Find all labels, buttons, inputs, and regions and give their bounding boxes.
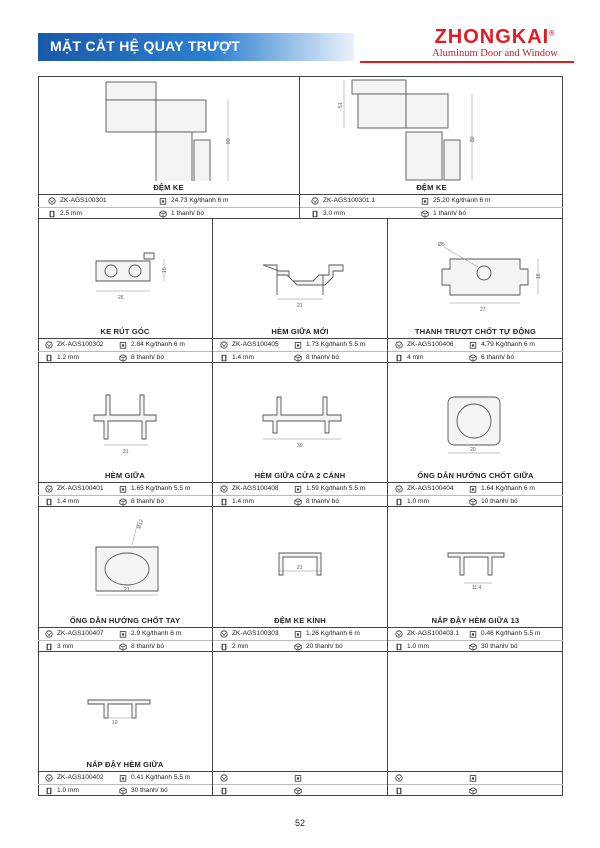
pack-icon (119, 354, 127, 362)
svg-text:80: 80 (470, 136, 476, 142)
thickness-icon (220, 498, 228, 506)
thickness-icon (45, 354, 53, 362)
spec-table (38, 771, 212, 795)
profile-drawing (213, 507, 388, 614)
svg-text:16: 16 (536, 273, 542, 279)
product-name: HÈM GIỮA (105, 471, 145, 480)
weight-icon (469, 341, 477, 349)
code-icon (220, 774, 228, 782)
code-value: ZK-AGS100401 (57, 485, 104, 492)
thickness-value: 1.0 mm (407, 498, 429, 505)
spec-row (38, 495, 212, 507)
weight-icon (294, 341, 302, 349)
spec-table (38, 482, 212, 506)
pack-value: 8 thanh/ bó (131, 498, 164, 505)
pack-icon (119, 643, 127, 651)
pack-icon (294, 787, 302, 795)
weight-value: 0.46 Kg/thanh 5.5 m (481, 630, 541, 637)
svg-text:20: 20 (470, 447, 476, 453)
spec-row (38, 772, 212, 784)
page-number: 52 (294, 818, 305, 828)
spec-row (213, 628, 387, 640)
pack-value: 30 thanh/ bó (131, 787, 168, 794)
code-icon (45, 774, 53, 782)
weight-value: 1.65 Kg/thanh 5.5 m (131, 485, 191, 492)
code-value: ZK-AGS100408 (232, 485, 279, 492)
brand-reg: ® (549, 30, 556, 38)
product-cell (213, 363, 388, 507)
thickness-value: 1.4 mm (232, 498, 254, 505)
spec-row (388, 495, 563, 507)
code-value: ZK-AGS100303 (232, 630, 279, 637)
spec-row (38, 784, 212, 796)
spec-row (300, 207, 563, 219)
profile-drawing (388, 507, 563, 614)
weight-value: 4.79 Kg/thanh 6 m (481, 341, 535, 348)
profile-drawing (388, 363, 563, 469)
thickness-value: 1.0 mm (57, 787, 79, 794)
code-icon (48, 197, 56, 205)
weight-icon (469, 630, 477, 638)
product-cell (388, 363, 563, 507)
code-value: ZK-AGS100407 (57, 630, 104, 637)
spec-row (38, 351, 212, 363)
profile-drawing (388, 652, 563, 758)
weight-icon (119, 774, 127, 782)
brand-logo (420, 26, 570, 59)
thickness-value: 1.4 mm (232, 354, 254, 361)
product-name: HÈM GIỮA MỚI (271, 327, 329, 336)
spec-table (38, 194, 299, 218)
thickness-icon (395, 643, 403, 651)
spec-row (213, 339, 387, 351)
weight-value: 2.84 Kg/thanh 6 m (131, 341, 185, 348)
weight-icon (119, 485, 127, 493)
code-icon (395, 341, 403, 349)
thickness-icon (45, 643, 53, 651)
weight-value: 1.64 Kg/thanh 6 m (481, 485, 535, 492)
spec-row (38, 195, 299, 207)
weight-value: 1.26 Kg/thanh 6 m (306, 630, 360, 637)
spec-row (38, 628, 212, 640)
pack-value: 8 thanh/ bó (131, 354, 164, 361)
svg-text:80: 80 (226, 138, 232, 144)
pack-icon (119, 498, 127, 506)
thickness-value: 1.4 mm (57, 498, 79, 505)
code-value: ZK-AGS100301 (60, 197, 107, 204)
svg-text:Ø12: Ø12 (136, 518, 146, 530)
page-title: MẶT CẮT HỆ QUAY TRƯỢT (50, 38, 241, 54)
profile-drawing (300, 76, 563, 181)
spec-row (38, 640, 212, 652)
profile-drawing (38, 76, 300, 181)
spec-row (38, 339, 212, 351)
code-icon (220, 341, 228, 349)
weight-icon (294, 485, 302, 493)
profile-drawing (213, 219, 388, 325)
thickness-value: 1.2 mm (57, 354, 79, 361)
product-name: ĐỆM KE (153, 183, 184, 192)
thickness-icon (45, 498, 53, 506)
weight-value: 1.73 Kg/thanh 5.5 m (306, 341, 366, 348)
code-icon (395, 630, 403, 638)
thickness-value: 3.0 mm (323, 210, 345, 217)
code-value: ZK-AGS100403.1 (407, 630, 460, 637)
pack-icon (294, 643, 302, 651)
product-cell (300, 76, 563, 219)
thickness-icon (45, 787, 53, 795)
thickness-icon (395, 354, 403, 362)
product-cell (38, 76, 300, 219)
pack-icon (159, 210, 167, 218)
spec-row (213, 495, 387, 507)
svg-text:26: 26 (118, 295, 124, 301)
spec-table (388, 771, 563, 795)
thickness-icon (220, 787, 228, 795)
code-icon (45, 341, 53, 349)
brand-subtitle: Aluminum Door and Window (432, 48, 558, 59)
thickness-value: 2 mm (232, 643, 249, 650)
product-name: ĐỆM KE KÍNH (274, 616, 326, 625)
pack-value: 1 thanh/ bó (171, 210, 204, 217)
weight-icon (294, 630, 302, 638)
weight-icon (469, 774, 477, 782)
product-cell (388, 219, 563, 363)
code-value: ZK-AGS100302 (57, 341, 104, 348)
weight-icon (421, 197, 429, 205)
weight-value: 24.73 Kg/thanh 6 m (171, 197, 229, 204)
product-cell (38, 219, 213, 363)
pack-value: 6 thanh/ bó (481, 354, 514, 361)
pack-icon (469, 787, 477, 795)
spec-row (388, 339, 563, 351)
code-value: ZK-AGS100404 (407, 485, 454, 492)
thickness-icon (220, 643, 228, 651)
pack-icon (469, 643, 477, 651)
svg-text:21: 21 (124, 587, 130, 593)
spec-table (38, 338, 212, 362)
svg-text:Ø5: Ø5 (438, 242, 445, 248)
svg-text:21: 21 (297, 565, 303, 571)
pack-value: 20 thanh/ bó (306, 643, 343, 650)
pack-icon (469, 354, 477, 362)
code-icon (220, 485, 228, 493)
thickness-value: 1.0 mm (407, 643, 429, 650)
spec-row (300, 195, 563, 207)
spec-table (213, 771, 387, 795)
svg-text:27: 27 (480, 307, 486, 313)
profile-drawing (213, 652, 388, 758)
pack-value: 10 thanh/ bó (481, 498, 518, 505)
product-cell (388, 507, 563, 652)
product-name: THANH TRƯỢT CHỐT TỰ ĐỘNG (414, 327, 537, 336)
code-icon (311, 197, 319, 205)
product-cell (213, 219, 388, 363)
spec-row (213, 483, 387, 495)
weight-value: 0.41 Kg/thanh 5.5 m (131, 774, 191, 781)
thickness-value: 4 mm (407, 354, 424, 361)
weight-icon (159, 197, 167, 205)
spec-row (38, 483, 212, 495)
pack-icon (421, 210, 429, 218)
profile-drawing (38, 363, 213, 469)
weight-icon (119, 630, 127, 638)
spec-table (388, 627, 563, 651)
product-name: HÈM GIỮA CỬA 2 CÁNH (254, 471, 346, 480)
spec-row (388, 483, 563, 495)
product-name: ỐNG DẪN HƯỚNG CHỐT GIỮA (417, 471, 534, 480)
pack-icon (119, 787, 127, 795)
weight-icon (119, 341, 127, 349)
weight-icon (294, 774, 302, 782)
code-value: ZK-AGS100406 (407, 341, 454, 348)
pack-value: 8 thanh/ bó (306, 498, 339, 505)
code-icon (395, 774, 403, 782)
code-icon (395, 485, 403, 493)
pack-value: 30 thanh/ bó (481, 643, 518, 650)
spec-table (213, 338, 387, 362)
thickness-icon (395, 498, 403, 506)
thickness-icon (311, 210, 319, 218)
thickness-icon (48, 210, 56, 218)
thickness-value: 3 mm (57, 643, 74, 650)
product-cell (213, 507, 388, 652)
spec-row (213, 351, 387, 363)
pack-icon (469, 498, 477, 506)
product-name: NẮP ĐẬY HÈM GIỮA (86, 760, 164, 769)
pack-value: 8 thanh/ bó (306, 354, 339, 361)
spec-row (213, 640, 387, 652)
profile-drawing (38, 507, 213, 614)
spec-row (38, 207, 299, 219)
spec-row (388, 784, 563, 796)
profile-drawing (38, 219, 213, 325)
spec-table (388, 338, 563, 362)
brand-underline (360, 61, 574, 63)
svg-text:11.4: 11.4 (472, 585, 482, 591)
spec-table (388, 482, 563, 506)
svg-text:10: 10 (112, 720, 118, 726)
spec-row (213, 784, 387, 796)
code-value: ZK-AGS100405 (232, 341, 279, 348)
product-name: KE RÚT GÓC (100, 327, 150, 336)
spec-row (388, 772, 563, 784)
product-cell (213, 652, 388, 796)
thickness-icon (220, 354, 228, 362)
svg-text:15: 15 (162, 267, 168, 273)
product-cell (38, 363, 213, 507)
spec-table (38, 627, 212, 651)
spec-row (213, 772, 387, 784)
weight-value: 1.59 Kg/thanh 5.5 m (306, 485, 366, 492)
spec-table (300, 194, 563, 218)
product-cell (38, 652, 213, 796)
spec-table (213, 482, 387, 506)
spec-row (388, 351, 563, 363)
pack-value: 8 thanh/ bó (131, 643, 164, 650)
spec-row (388, 640, 563, 652)
product-name: ỐNG DẪN HƯỚNG CHỐT TAY (69, 616, 181, 625)
weight-icon (469, 485, 477, 493)
product-cell (38, 507, 213, 652)
svg-text:21: 21 (123, 449, 129, 455)
code-value: ZK-AGS100301.1 (323, 197, 376, 204)
weight-value: 25.20 Kg/thanh 6 m (433, 197, 491, 204)
spec-row (388, 628, 563, 640)
svg-text:21: 21 (297, 303, 303, 309)
pack-icon (294, 498, 302, 506)
pack-value: 1 thanh/ bó (433, 210, 466, 217)
spec-table (213, 627, 387, 651)
svg-text:30: 30 (297, 443, 303, 449)
profile-drawing (213, 363, 388, 469)
product-name: ĐỆM KE (416, 183, 447, 192)
weight-value: 2.9 Kg/thanh 6 m (131, 630, 182, 637)
brand-name: ZHONGKAI (434, 26, 550, 48)
product-cell (388, 652, 563, 796)
code-icon (45, 630, 53, 638)
product-name: NẮP ĐẬY HÈM GIỮA 13 (431, 616, 520, 625)
code-icon (220, 630, 228, 638)
thickness-icon (395, 787, 403, 795)
svg-text:51: 51 (338, 102, 344, 108)
profile-drawing (38, 652, 213, 758)
thickness-value: 2.5 mm (60, 210, 82, 217)
profile-drawing (388, 219, 563, 325)
pack-icon (294, 354, 302, 362)
code-value: ZK-AGS100402 (57, 774, 104, 781)
code-icon (45, 485, 53, 493)
